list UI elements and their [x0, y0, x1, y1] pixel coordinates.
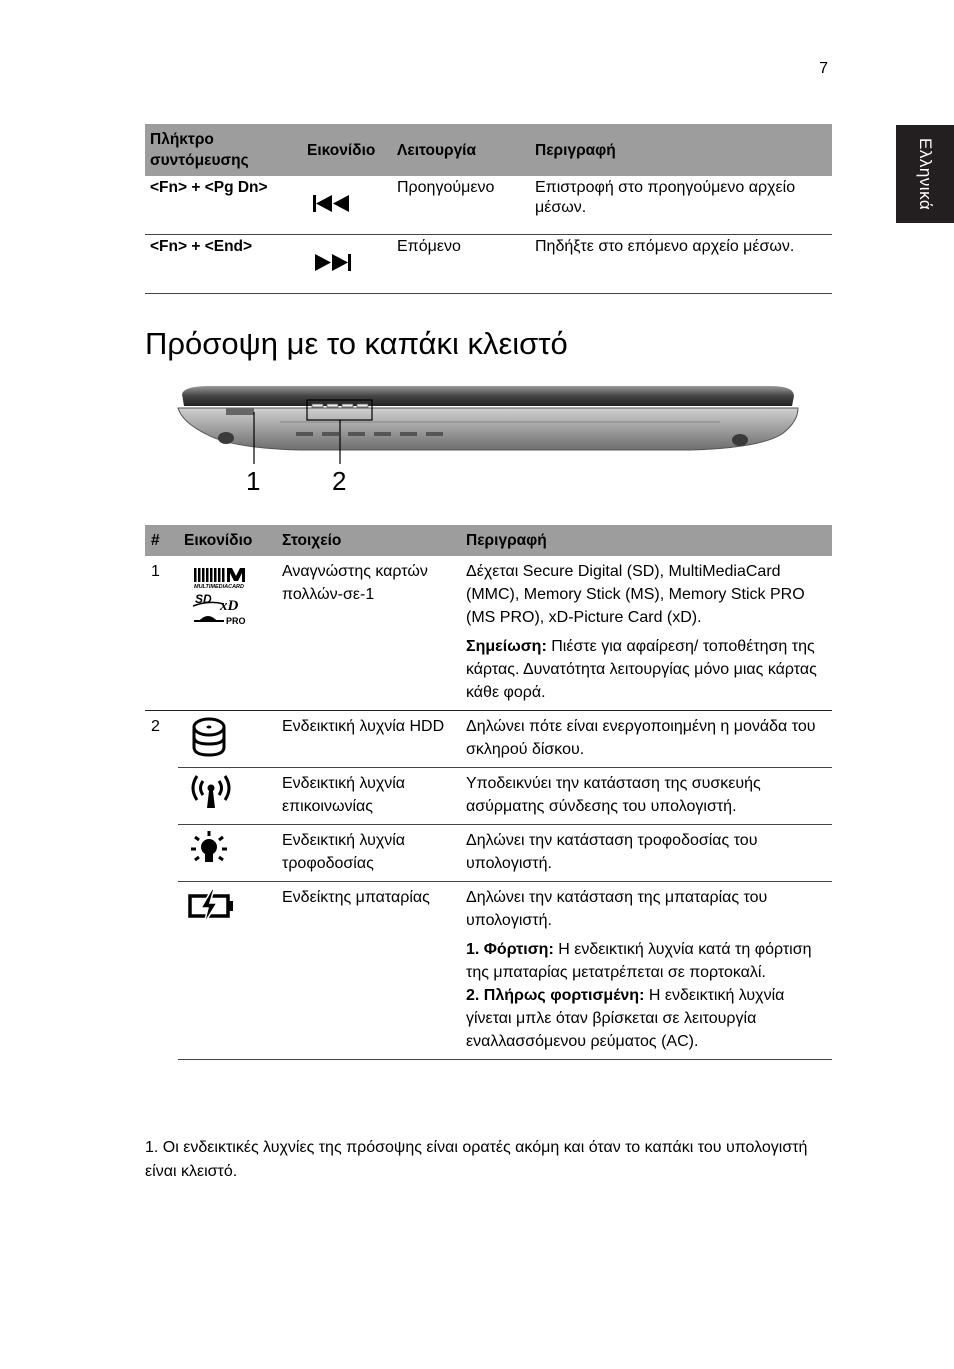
- previous-track-icon: [307, 178, 357, 218]
- table-row: [145, 711, 832, 768]
- header-item: Στοιχείο: [276, 525, 460, 556]
- row-number: [145, 882, 178, 1060]
- row-description: Δηλώνει την κατάσταση τροφοδοσίας του υπολογιστή.: [460, 825, 832, 882]
- table-row: [145, 176, 832, 235]
- note-label: Σημείωση:: [466, 638, 547, 655]
- shortcut-keys: <Fn> + <End>: [145, 235, 302, 294]
- footnote: 1. Οι ενδεικτικές λυχνίες της πρόσοψης είναι ορατές ακόμη και όταν το καπάκι του υπολογιστή είναι κλειστό.: [145, 1139, 808, 1180]
- note-label: 1. Φόρτιση:: [466, 941, 554, 958]
- note-text: Η ενδεικτική λυχνία κατά τη φόρτιση της μπαταρίας μετατρέπεται σε πορτοκαλί.: [466, 941, 812, 981]
- table-row: [145, 556, 832, 711]
- callout-2: 2: [332, 466, 347, 496]
- row-note: [466, 635, 826, 704]
- row-description: Δέχεται Secure Digital (SD), MultiMediaCard (MMC), Memory Stick (MS), Memory Stick PRO (MS PRO), xD-Picture Card (xD).: [466, 563, 805, 626]
- front-table-header: [145, 525, 832, 556]
- row-description: Δηλώνει την κατάσταση της μπαταρίας του υπολογιστή.: [466, 889, 768, 929]
- power-icon: [184, 829, 234, 873]
- header-description: Περιγραφή: [460, 525, 832, 556]
- row-item: Ενδείκτης μπαταρίας: [276, 882, 460, 1060]
- wireless-icon: [184, 772, 238, 816]
- section-title: Πρόσοψη με το καπάκι κλειστό: [145, 326, 568, 361]
- table-row: [145, 882, 832, 1060]
- language-tab: [896, 125, 954, 223]
- row-number: 1: [145, 556, 178, 711]
- mmc-logo-text: MULTIMEDIACARD: [194, 584, 245, 590]
- row-description: Δηλώνει πότε είναι ενεργοποιημένη η μονάδα του σκληρού δίσκου.: [460, 711, 832, 768]
- row-item: Ενδεικτική λυχνία τροφοδοσίας: [276, 825, 460, 882]
- row-item: Ενδεικτική λυχνία επικοινωνίας: [276, 768, 460, 825]
- row-note: [466, 938, 826, 1053]
- row-number: [145, 768, 178, 825]
- sd-logo-text: SD: [195, 592, 212, 606]
- row-number: [145, 825, 178, 882]
- row-number: 2: [151, 718, 160, 735]
- header-icon: Εικονίδιο: [302, 124, 392, 176]
- hdd-icon: [184, 715, 234, 759]
- header-number: #: [145, 525, 178, 556]
- pro-logo-text: PRO: [226, 616, 246, 626]
- next-track-icon: [307, 237, 357, 277]
- note-text: Πιέστε για αφαίρεση/ τοποθέτηση της κάρτας. Δυνατότητα λειτουργίας μόνο μιας κάρτας κάθε φορά.: [466, 638, 817, 701]
- shortcut-table-header: [145, 124, 832, 176]
- row-description: Υποδεικνύει την κατάσταση της συσκευής ασύρματης σύνδεσης του υπολογιστή.: [460, 768, 832, 825]
- shortcut-description: Επιστροφή στο προηγούμενο αρχείο μέσων.: [530, 176, 832, 235]
- header-description: Περιγραφή: [530, 124, 832, 176]
- header-shortcut-key: Πλήκτρο συντόμευσης: [145, 124, 302, 176]
- note-text: Η ενδεικτική λυχνία γίνεται μπλε όταν βρίσκεται σε λειτουργία εναλλασσόμενου ρεύματος (AC).: [466, 987, 785, 1050]
- xd-logo-text: xD: [220, 598, 239, 614]
- shortcut-function: Επόμενο: [392, 235, 530, 294]
- battery-icon: [184, 886, 240, 930]
- front-features-table: [145, 525, 832, 1060]
- table-row: [145, 235, 832, 294]
- shortcut-keys: <Fn> + <Pg Dn>: [145, 176, 302, 235]
- card-reader-icon: [184, 560, 256, 630]
- shortcut-function: Προηγούμενο: [392, 176, 530, 235]
- header-icon: Εικονίδιο: [178, 525, 276, 556]
- page-number: 7: [819, 60, 828, 77]
- table-row: [145, 825, 832, 882]
- table-row: [145, 768, 832, 825]
- note-label: 2. Πλήρως φορτισμένη:: [466, 987, 645, 1004]
- header-function: Λειτουργία: [392, 124, 530, 176]
- shortcut-table: [145, 124, 832, 294]
- callout-1: 1: [246, 466, 261, 496]
- row-item: Αναγνώστης καρτών πολλών-σε-1: [276, 556, 460, 711]
- row-item: Ενδεικτική λυχνία HDD: [276, 711, 460, 768]
- shortcut-description: Πηδήξτε στο επόμενο αρχείο μέσων.: [530, 235, 832, 294]
- laptop-front-illustration: [170, 382, 820, 497]
- language-tab-label: Ελληνικά: [916, 137, 935, 211]
